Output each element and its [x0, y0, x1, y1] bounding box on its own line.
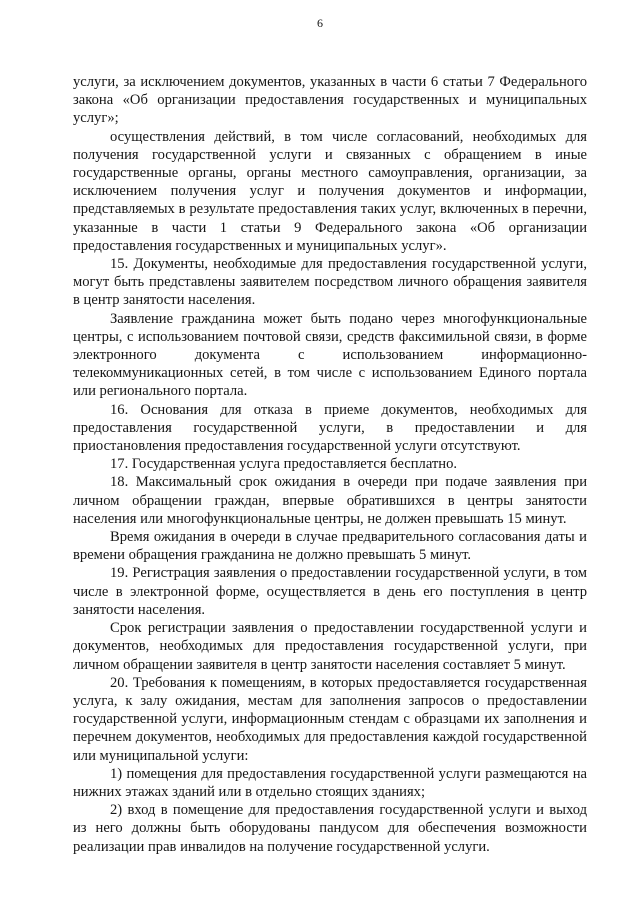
paragraph-item-15: 15. Документы, необходимые для предоставления государственной услуги, могут быть представлены заявителем посредством личного обращения заявителя в центр занятости населения. — [73, 256, 587, 309]
paragraph-continuation: услуги, за исключением документов, указанных в части 6 статьи 7 Федерального закона «Об организации предоставления государственных и муниципальных услуг»; — [73, 74, 587, 127]
list-item-2: 2) вход в помещение для предоставления государственной услуги и выход из него должны быть оборудованы пандусом для обеспечения возможности реализации прав инвалидов на получение государственной услуги. — [73, 802, 587, 855]
paragraph-item-20: 20. Требования к помещениям, в которых предоставляется государственная услуга, к залу ожидания, местам для заполнения запросов о предоставлении государственной услуги, информационным стендам с образцами их заполнения и перечнем документов, необходимых для предоставления каждой государственной или муниципальной услуги: — [73, 674, 587, 764]
paragraph-item-16: 16. Основания для отказа в приеме документов, необходимых для предоставления государственной услуги, в предоставлении и для приостановления предоставления государственной услуги отсутствуют. — [73, 401, 587, 455]
document-body — [73, 73, 587, 856]
paragraph-item-18: 18. Максимальный срок ожидания в очереди при подаче заявления при личном обращении граждан, впервые обратившихся в центры занятости населения или многофункциональные центры, не должен превышать 15 минут. — [73, 474, 587, 527]
paragraph: Заявление гражданина может быть подано через многофункциональные центры, с использованием почтовой связи, средств факсимильной связи, в форме электронного документа с использованием информационно-телекоммуникационных сетей, в том числе с использованием Единого портала или регионального портала. — [73, 310, 587, 400]
page-number: 6 — [317, 16, 323, 30]
paragraph: осуществления действий, в том числе согласований, необходимых для получения государственной услуги и связанных с обращением в иные государственные органы, органы местного самоуправления, организации, за исключением получения услуг и получения документов и информации, представляемых в результате предоставления таких услуг, включенных в перечни, указанные в части 1 статьи 9 Федерального закона «Об организации предоставления государственных и муниципальных услуг». — [73, 128, 587, 254]
paragraph: Время ожидания в очереди в случае предварительного согласования даты и времени обращения гражданина не должно превышать 5 минут. — [73, 529, 587, 564]
list-item-1: 1) помещения для предоставления государственной услуги размещаются на нижних этажах зданий или в отдельно стоящих зданиях; — [73, 765, 587, 800]
paragraph: Срок регистрации заявления о предоставлении государственной услуги и документов, необходимых для предоставления государственной услуги, при личном обращении заявителя в центр занятости населения составляет 5 минут. — [73, 620, 587, 673]
paragraph-item-17: 17. Государственная услуга предоставляется бесплатно. — [110, 456, 458, 473]
paragraph-item-19: 19. Регистрация заявления о предоставлении государственной услуги, в том числе в электронной форме, осуществляется в день его поступления в центр занятости населения. — [73, 565, 587, 618]
